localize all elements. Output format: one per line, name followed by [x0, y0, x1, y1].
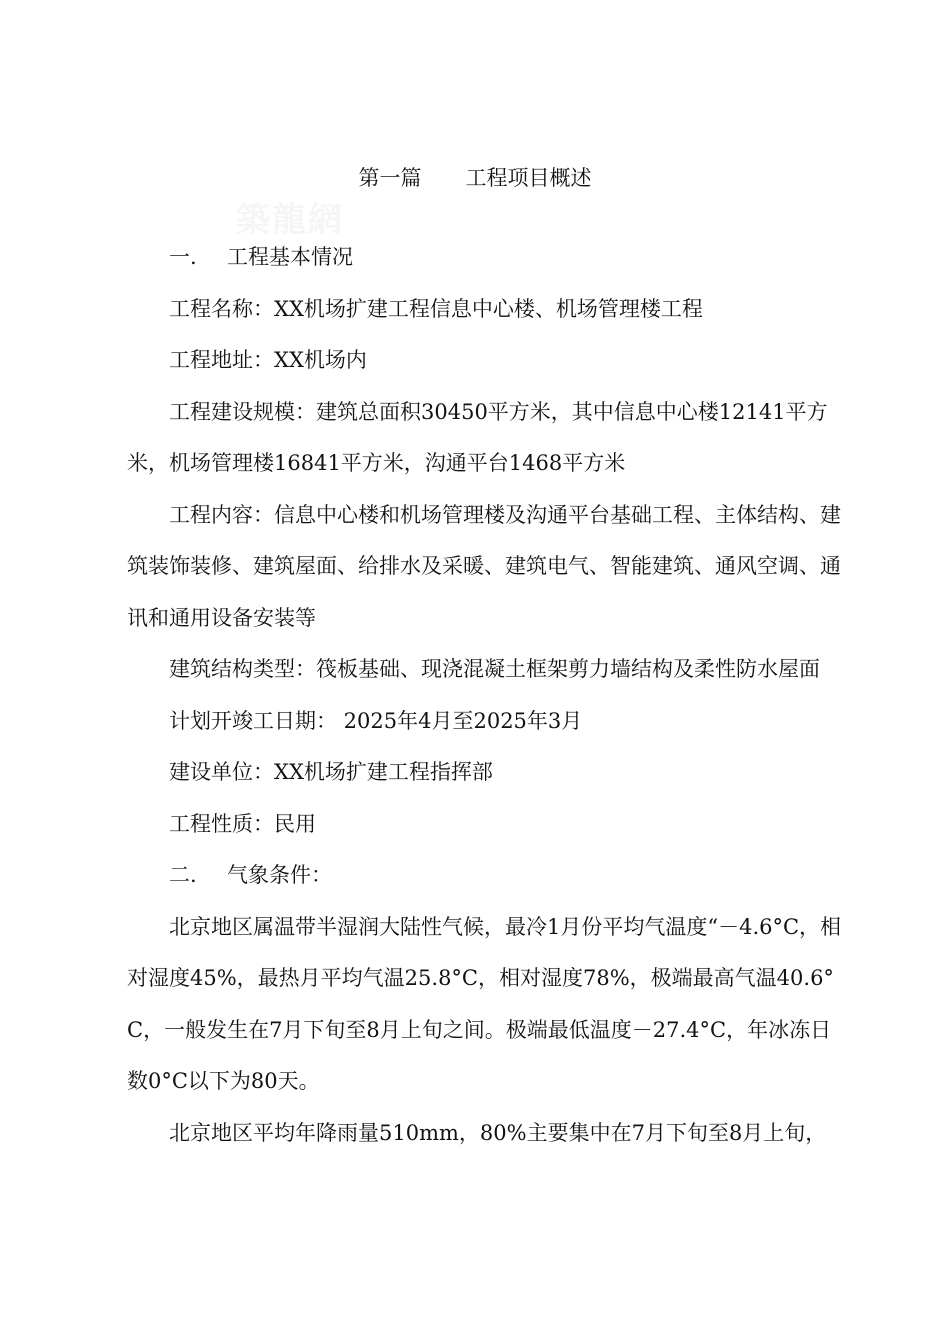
- paragraph-project-name: 工程名称：XX机场扩建工程信息中心楼、机场管理楼工程: [169, 296, 703, 321]
- watermark-logo: 築龍網: [236, 200, 344, 240]
- section-title: 工程基本情况: [227, 245, 353, 269]
- section-heading-basic-info: [127, 232, 851, 284]
- paragraph-structure-type: 建筑结构类型：筏板基础、现浇混凝土框架剪力墙结构及柔性防水屋面: [169, 657, 820, 681]
- section-number: 一.: [169, 245, 197, 269]
- paragraph-nature: 工程性质：民用: [169, 811, 316, 836]
- paragraph-project-address: 工程地址：XX机场内: [169, 348, 367, 372]
- section-number: 二.: [169, 863, 197, 887]
- document-body: [127, 232, 851, 1159]
- paragraph-owner: 建设单位：XX机场扩建工程指挥部: [169, 760, 493, 784]
- paragraph-project-scale: 工程建设规模：建筑总面积30450平方米，其中信息中心楼12141平方米，机场管理楼16841平方米，沟通平台1468平方米: [127, 399, 828, 475]
- section-heading-weather: [127, 850, 851, 902]
- paragraph-climate: 北京地区属温带半湿润大陆性气候，最冷1月份平均气温度“－4.6°C，相对湿度45%，最热月平均气温25.8°C，相对湿度78%，极端最高气温40.6°C，一般发生在7月下旬至8月上旬之间。极端最低温度－27.4°C，年冰冻日数0°C以下为80天。: [127, 914, 842, 1093]
- paragraph-rainfall: 北京地区平均年降雨量510mm，80%主要集中在7月下旬至8月上旬，: [169, 1120, 827, 1145]
- paragraph-project-content: 工程内容：信息中心楼和机场管理楼及沟通平台基础工程、主体结构、建筑装饰装修、建筑屋面、给排水及采暖、建筑电气、智能建筑、通风空调、通讯和通用设备安装等: [127, 502, 841, 630]
- section-title: 气象条件：: [227, 863, 332, 887]
- title-part-chapter: 第一篇: [358, 166, 422, 190]
- page-title: [0, 162, 950, 192]
- paragraph-schedule: 计划开竣工日期： 2025年4月至2025年3月: [169, 708, 583, 733]
- title-part-topic: 工程项目概述: [465, 166, 592, 190]
